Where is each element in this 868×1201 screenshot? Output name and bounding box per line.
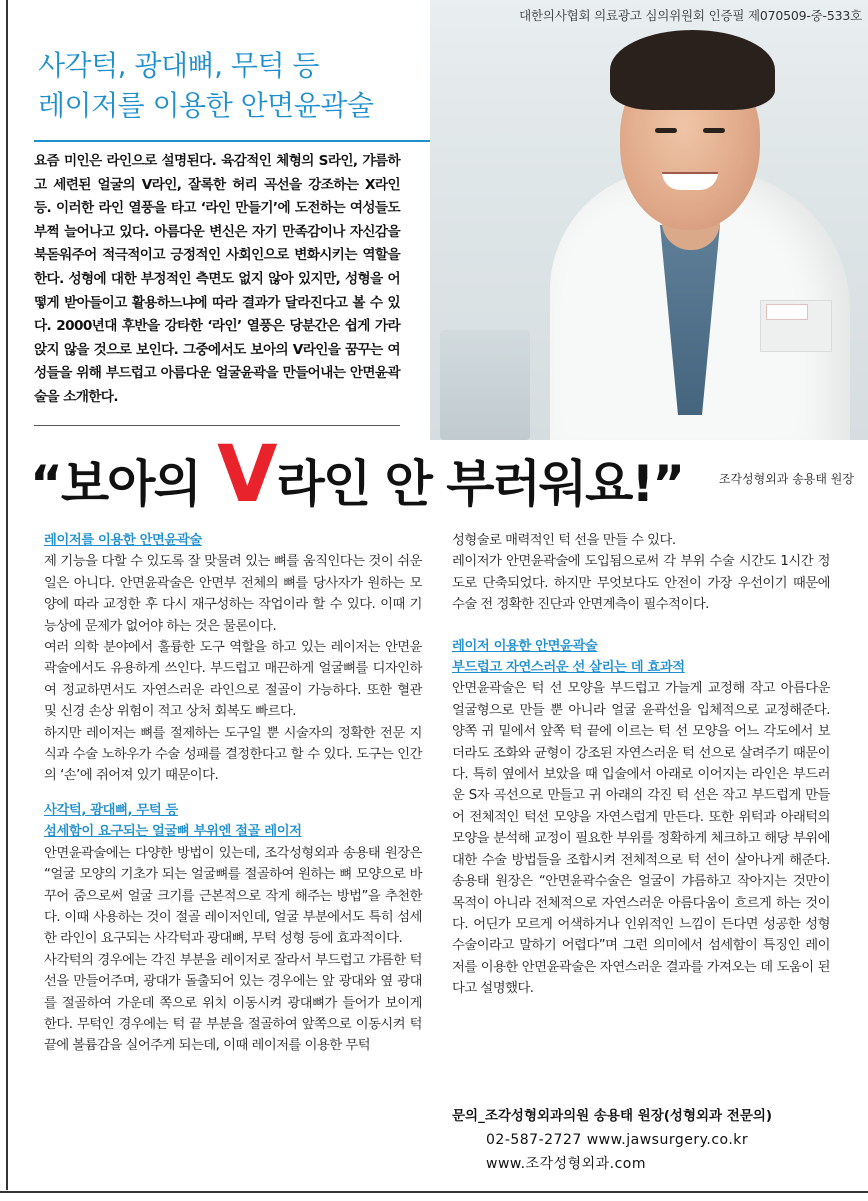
right-column (452, 530, 830, 1000)
left-column (44, 530, 422, 1057)
contact-phone-website: 02-587-2727 www.jawsurgery.co.kr (486, 1132, 749, 1148)
doctor-photo (430, 0, 868, 440)
paragraph: 안면윤곽술에는 다양한 방법이 있는데, 조각성형외과 송용태 원장은 “얼굴 모양의 기초가 되는 얼굴뼈를 절골하여 원하는 뼈 모양으로 바꾸어 줌으로써 얼굴 크기를 근본적으로 작게 해주는 방법”을 추천한다. 이때 사용하는 것이 절골 레이저인데, 얼굴 부분에서도 특히 섬세한 라인이 요구되는 사각턱과 광대뼈, 무턱 성형 등에 효과적이다. (44, 845, 422, 947)
paragraph: 여러 의학 분야에서 훌륭한 도구 역할을 하고 있는 레이저는 안면윤곽술에서도 유용하게 쓰인다. 부드럽고 매끈하게 얼굴뼈를 디자인하여 정교하면서도 자연스러운 라인으로 절골이 가능하다. 또한 혈관 및 신경 손상 위험이 적고 상처 회복도 빠르다. (44, 640, 422, 720)
byline: 조각성형외과 송용태 원장 (718, 472, 854, 486)
left-margin-rule (6, 0, 8, 1190)
paragraph: 성형술로 매력적인 턱 선을 만들 수 있다. (452, 533, 676, 548)
left-eye (655, 128, 677, 133)
name-tag (766, 304, 808, 320)
background-shelf (440, 330, 530, 440)
paragraph: 사각턱의 경우에는 각진 부분을 레이저로 잘라서 부드럽고 갸름한 턱 선을 만들어주며, 광대가 돌출되어 있는 경우에는 앞 광대와 옆 광대를 절골하여 가운데 쪽으로 위치 이동시켜 광대뼈가 들어가 보이게 한다. 무턱인 경우에는 턱 끝 부분을 절골하여 앞쪽으로 이동시켜 턱 끝에 볼륨감을 실어주게 되는데, 이때 레이저를 이용한 무턱 (44, 952, 422, 1054)
quote-line-word: 라인 (276, 455, 370, 513)
right-eye (703, 128, 725, 133)
section-subtitle-osteotomy-laser: 섬세함이 요구되는 얼굴뼈 부위엔 절골 레이저 (44, 824, 302, 840)
paragraph: 제 기능을 다할 수 있도록 잘 맞물려 있는 뼈를 움직인다는 것이 쉬운 일은 아니다. 안면윤곽술은 안면부 전체의 뼈를 당사자가 원하는 모양에 따라 교정한 후 다시 재구성하는 작업이라 할 수 있다. 이때 기능상에 문제가 없어야 하는 것은 물론이다. (44, 554, 422, 634)
intro-paragraph: 요즘 미인은 라인으로 설명된다. 육감적인 체형의 S라인, 갸름하고 세련된 얼굴의 V라인, 잘록한 허리 곡선을 강조하는 X라인 등. 이러한 라인 열풍을 타고 ‘라인 만들기’에 도전하는 여성들도 부쩍 늘어나고 있다. 아름다운 변신은 자기 만족감이나 자신감을 북돋워주어 적극적이고 긍정적인 사회인으로 변화시키는 역할을 한다. 성형에 대한 부정적인 측면도 없지 않아 있지만, 성형을 어떻게 받아들이고 활용하느냐에 따라 결과가 달라진다고 볼 수 있다. 2000년대 후반을 강타한 ‘라인’ 열풍은 당분간은 쉽게 가라앉지 않을 것으로 보인다. 그중에서도 보아의 V라인을 꿈꾸는 여성들을 위해 부드럽고 아름다운 얼굴윤곽을 만들어내는 안면윤곽술을 소개한다. (34, 153, 400, 405)
bottom-rule (0, 1191, 868, 1193)
contact-label: 문의_조각성형외과의원 송용태 원장(성형외과 전문의) (452, 1108, 773, 1124)
contact-website-korean: www.조각성형외과.com (486, 1156, 647, 1172)
intro-rule (34, 425, 400, 426)
paragraph: 레이저가 안면윤곽술에 도입됨으로써 각 부위 수술 시간도 1시간 정도로 단축되었다. 하지만 무엇보다도 안전이 가장 우선이기 때문에 수술 전 정확한 진단과 안면계측이 필수적이다. (452, 554, 830, 613)
paragraph: 하지만 레이저는 뼈를 절제하는 도구일 뿐 시술자의 정확한 전문 지식과 수술 노하우가 수술 성패를 결정한다고 할 수 있다. 도구는 인간의 ‘손’에 쥐어져 있기 때문이다. (44, 725, 422, 784)
contact-block (452, 1104, 852, 1176)
section-title-laser-contouring: 레이저를 이용한 안면윤곽술 (44, 533, 202, 548)
spacer (44, 787, 422, 800)
pull-quote (30, 430, 684, 520)
quote-open: “보아의 (30, 455, 216, 513)
spacer (452, 616, 830, 636)
section-title-square-jaw: 사각턱, 광대뼈, 무턱 등 (44, 802, 178, 818)
hair (610, 30, 775, 110)
certification-notice: 대한의사협회 의료광고 심의위원회 인증필 제070509-중-533호 (519, 8, 862, 23)
headline-line-1: 사각턱, 광대뼈, 무턱 등 (38, 49, 319, 82)
quote-rest: 안 부러워요!” (369, 455, 684, 513)
section-title-laser-contouring-2: 레이저 이용한 안면윤곽술 (452, 638, 598, 654)
quote-v-letter: V (217, 430, 275, 520)
headline-rule (34, 140, 430, 142)
section-subtitle-natural-line: 부드럽고 자연스러운 선 살리는 데 효과적 (452, 660, 685, 676)
headline (38, 46, 373, 126)
headline-line-2: 레이저를 이용한 안면윤곽술 (38, 89, 374, 122)
paragraph: 안면윤곽술은 턱 선 모양을 부드럽고 가늘게 교정해 작고 아름다운 얼굴형으로 만들 뿐 아니라 얼굴 윤곽선을 입체적으로 교정해준다. 양쪽 귀 밑에서 앞쪽 턱 끝에 이르는 턱 선 모양을 어느 각도에서 보더라도 조화와 균형이 강조된 자연스러운 턱 선으로 살려주기 때문이다. 특히 옆에서 보았을 때 입술에서 아래로 이어지는 라인은 부드러운 S자 곡선으로 만들고 귀 아래의 각진 턱 선은 작고 부드럽게 만들어 전체적인 턱선 모양을 자연스럽게 만든다. 또한 위턱과 아래턱의 모양을 분석해 교정이 필요한 부위를 정확하게 체크하고 해당 부위에 대한 수술 방법들을 조합시켜 전체적으로 턱 선이 살아나게 해준다. 송용태 원장은 “안면윤곽수술은 얼굴이 갸름하고 작아지는 것만이 목적이 아니라 전체적으로 자연스러운 아름다움이 흐르게 하는 것이다. 어딘가 모르게 어색하거나 인위적인 느낌이 든다면 성공한 성형수술이라고 말하기 어렵다”며 그런 의미에서 섬세함이 특징인 레이저를 이용한 안면윤곽술은 자연스러운 결과를 가져오는 데 도움이 된다고 설명했다. (452, 681, 830, 997)
